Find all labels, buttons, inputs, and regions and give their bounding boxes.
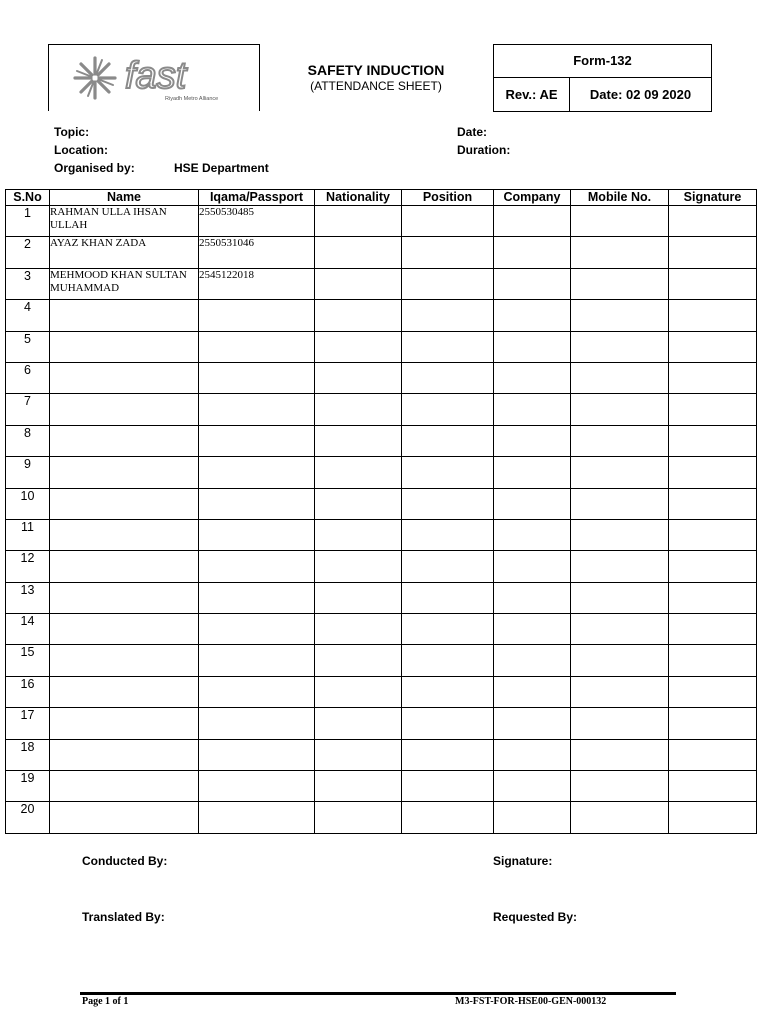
row-company: [494, 425, 571, 456]
form-header: [48, 44, 711, 111]
row-name: [50, 362, 199, 393]
page-number: Page 1 of 1: [82, 996, 129, 1007]
table-row: [6, 771, 757, 802]
row-nationality: [315, 582, 402, 613]
row-company: [494, 394, 571, 425]
form-subtitle: (ATTENDANCE SHEET): [310, 79, 442, 93]
row-signature: [669, 331, 757, 362]
row-sno: 9: [6, 457, 50, 488]
row-nationality: [315, 394, 402, 425]
header-company: Company: [494, 190, 571, 206]
row-company: [494, 739, 571, 770]
row-signature: [669, 394, 757, 425]
form-info-box: [493, 44, 712, 112]
row-iqama: [199, 457, 315, 488]
row-company: [494, 488, 571, 519]
row-nationality: [315, 551, 402, 582]
row-signature: [669, 739, 757, 770]
row-nationality: [315, 206, 402, 237]
row-position: [402, 802, 494, 833]
attendance-table: [5, 189, 757, 834]
table-row: [6, 457, 757, 488]
table-row: [6, 739, 757, 770]
table-row: [6, 300, 757, 331]
row-name: [50, 394, 199, 425]
row-sno: 6: [6, 362, 50, 393]
row-iqama: 2550530485: [199, 206, 315, 237]
row-sno: 4: [6, 300, 50, 331]
table-row: [6, 237, 757, 268]
row-position: [402, 708, 494, 739]
row-signature: [669, 300, 757, 331]
table-row: [6, 519, 757, 550]
table-row: [6, 645, 757, 676]
row-position: [402, 362, 494, 393]
row-position: [402, 771, 494, 802]
table-row: [6, 206, 757, 237]
row-name: [50, 739, 199, 770]
row-mobile: [571, 708, 669, 739]
starburst-icon: [75, 58, 115, 98]
row-signature: [669, 425, 757, 456]
location-label: Location:: [54, 143, 108, 157]
logo-box: [48, 44, 260, 111]
row-mobile: [571, 300, 669, 331]
row-sno: 11: [6, 519, 50, 550]
row-signature: [669, 582, 757, 613]
row-iqama: [199, 362, 315, 393]
row-sno: 5: [6, 331, 50, 362]
row-position: [402, 582, 494, 613]
table-row: [6, 708, 757, 739]
row-signature: [669, 268, 757, 299]
row-name: [50, 645, 199, 676]
row-nationality: [315, 488, 402, 519]
row-sno: 3: [6, 268, 50, 299]
row-iqama: [199, 802, 315, 833]
row-company: [494, 300, 571, 331]
row-sno: 20: [6, 802, 50, 833]
row-position: [402, 551, 494, 582]
row-position: [402, 739, 494, 770]
row-sno: 16: [6, 676, 50, 707]
row-signature: [669, 551, 757, 582]
table-row: [6, 425, 757, 456]
row-nationality: [315, 300, 402, 331]
header-sno: S.No: [6, 190, 50, 206]
row-nationality: [315, 771, 402, 802]
row-iqama: [199, 614, 315, 645]
row-company: [494, 551, 571, 582]
row-signature: [669, 488, 757, 519]
table-header-row: [6, 190, 757, 206]
row-position: [402, 331, 494, 362]
translated-by-label: Translated By:: [82, 910, 165, 924]
row-position: [402, 614, 494, 645]
row-mobile: [571, 676, 669, 707]
row-position: [402, 300, 494, 331]
row-signature: [669, 802, 757, 833]
requested-by-label: Requested By:: [493, 910, 578, 924]
row-mobile: [571, 425, 669, 456]
row-nationality: [315, 519, 402, 550]
row-position: [402, 394, 494, 425]
row-sno: 17: [6, 708, 50, 739]
row-company: [494, 237, 571, 268]
row-company: [494, 457, 571, 488]
row-name: [50, 802, 199, 833]
row-sno: 12: [6, 551, 50, 582]
row-nationality: [315, 425, 402, 456]
header-position: Position: [402, 190, 494, 206]
row-signature: [669, 519, 757, 550]
conducted-by-label: Conducted By:: [82, 854, 168, 868]
row-nationality: [315, 802, 402, 833]
table-row: [6, 394, 757, 425]
row-sno: 10: [6, 488, 50, 519]
title-box: [259, 44, 493, 111]
row-iqama: [199, 771, 315, 802]
row-signature: [669, 614, 757, 645]
row-company: [494, 676, 571, 707]
row-position: [402, 206, 494, 237]
header-nationality: Nationality: [315, 190, 402, 206]
row-mobile: [571, 582, 669, 613]
header-name: Name: [50, 190, 199, 206]
row-nationality: [315, 708, 402, 739]
row-name: [50, 708, 199, 739]
row-signature: [669, 457, 757, 488]
row-nationality: [315, 457, 402, 488]
row-company: [494, 771, 571, 802]
row-nationality: [315, 237, 402, 268]
row-company: [494, 708, 571, 739]
table-row: [6, 551, 757, 582]
row-iqama: [199, 519, 315, 550]
row-nationality: [315, 331, 402, 362]
row-signature: [669, 362, 757, 393]
footer-rule: [80, 992, 676, 995]
row-mobile: [571, 739, 669, 770]
row-iqama: [199, 645, 315, 676]
row-company: [494, 331, 571, 362]
row-sno: 13: [6, 582, 50, 613]
row-company: [494, 614, 571, 645]
row-mobile: [571, 771, 669, 802]
row-iqama: [199, 331, 315, 362]
row-sno: 18: [6, 739, 50, 770]
row-iqama: 2545122018: [199, 268, 315, 299]
row-nationality: [315, 739, 402, 770]
row-position: [402, 425, 494, 456]
row-name: AYAZ KHAN ZADA: [50, 237, 199, 268]
row-mobile: [571, 519, 669, 550]
row-signature: [669, 237, 757, 268]
organised-value: HSE Department: [174, 161, 269, 175]
row-mobile: [571, 614, 669, 645]
date-label: Date:: [457, 125, 488, 139]
row-company: [494, 802, 571, 833]
row-name: [50, 425, 199, 456]
row-company: [494, 362, 571, 393]
row-name: [50, 614, 199, 645]
table-row: [6, 614, 757, 645]
row-name: [50, 300, 199, 331]
brand-text: fast: [125, 55, 187, 97]
header-mobile: Mobile No.: [571, 190, 669, 206]
row-sno: 2: [6, 237, 50, 268]
row-mobile: [571, 394, 669, 425]
row-company: [494, 519, 571, 550]
row-iqama: [199, 394, 315, 425]
document-number: M3-FST-FOR-HSE00-GEN-000132: [455, 996, 607, 1007]
row-iqama: [199, 300, 315, 331]
row-mobile: [571, 206, 669, 237]
row-sno: 15: [6, 645, 50, 676]
row-nationality: [315, 645, 402, 676]
brand-tagline: Riyadh Metro Alliance: [165, 96, 219, 102]
row-position: [402, 268, 494, 299]
row-nationality: [315, 676, 402, 707]
fast-logo: [69, 54, 239, 104]
row-position: [402, 676, 494, 707]
row-position: [402, 488, 494, 519]
row-company: [494, 268, 571, 299]
row-position: [402, 519, 494, 550]
revision: Rev.: AE: [494, 78, 570, 111]
row-name: MEHMOOD KHAN SULTAN MUHAMMAD: [50, 268, 199, 299]
row-name: [50, 676, 199, 707]
row-name: [50, 488, 199, 519]
row-iqama: [199, 551, 315, 582]
form-number: Form-132: [494, 45, 711, 78]
row-name: RAHMAN ULLA IHSAN ULLAH: [50, 206, 199, 237]
row-mobile: [571, 457, 669, 488]
row-company: [494, 582, 571, 613]
row-signature: [669, 708, 757, 739]
organised-label: Organised by:: [54, 161, 135, 175]
row-mobile: [571, 237, 669, 268]
row-mobile: [571, 488, 669, 519]
row-sno: 7: [6, 394, 50, 425]
row-mobile: [571, 268, 669, 299]
row-name: [50, 457, 199, 488]
row-iqama: [199, 739, 315, 770]
table-row: [6, 362, 757, 393]
row-company: [494, 645, 571, 676]
row-mobile: [571, 551, 669, 582]
row-name: [50, 771, 199, 802]
form-date: Date: 02 09 2020: [589, 87, 692, 102]
row-signature: [669, 676, 757, 707]
table-row: [6, 802, 757, 833]
row-iqama: [199, 582, 315, 613]
row-position: [402, 457, 494, 488]
row-iqama: [199, 425, 315, 456]
table-row: [6, 488, 757, 519]
row-sno: 19: [6, 771, 50, 802]
row-signature: [669, 206, 757, 237]
row-position: [402, 237, 494, 268]
header-signature: Signature: [669, 190, 757, 206]
table-row: [6, 582, 757, 613]
row-signature: [669, 645, 757, 676]
header-iqama: Iqama/Passport: [199, 190, 315, 206]
row-nationality: [315, 268, 402, 299]
row-iqama: 2550531046: [199, 237, 315, 268]
row-nationality: [315, 614, 402, 645]
row-iqama: [199, 676, 315, 707]
row-sno: 8: [6, 425, 50, 456]
signature-label: Signature:: [493, 854, 553, 868]
row-name: [50, 551, 199, 582]
row-name: [50, 582, 199, 613]
row-position: [402, 645, 494, 676]
row-nationality: [315, 362, 402, 393]
row-sno: 1: [6, 206, 50, 237]
topic-label: Topic:: [54, 125, 90, 139]
row-name: [50, 331, 199, 362]
row-mobile: [571, 331, 669, 362]
row-iqama: [199, 488, 315, 519]
row-mobile: [571, 802, 669, 833]
row-company: [494, 206, 571, 237]
table-row: [6, 331, 757, 362]
table-row: [6, 268, 757, 299]
row-iqama: [199, 708, 315, 739]
row-sno: 14: [6, 614, 50, 645]
table-row: [6, 676, 757, 707]
duration-label: Duration:: [457, 143, 511, 157]
row-mobile: [571, 645, 669, 676]
row-name: [50, 519, 199, 550]
form-title: SAFETY INDUCTION: [307, 62, 445, 78]
row-signature: [669, 771, 757, 802]
row-mobile: [571, 362, 669, 393]
